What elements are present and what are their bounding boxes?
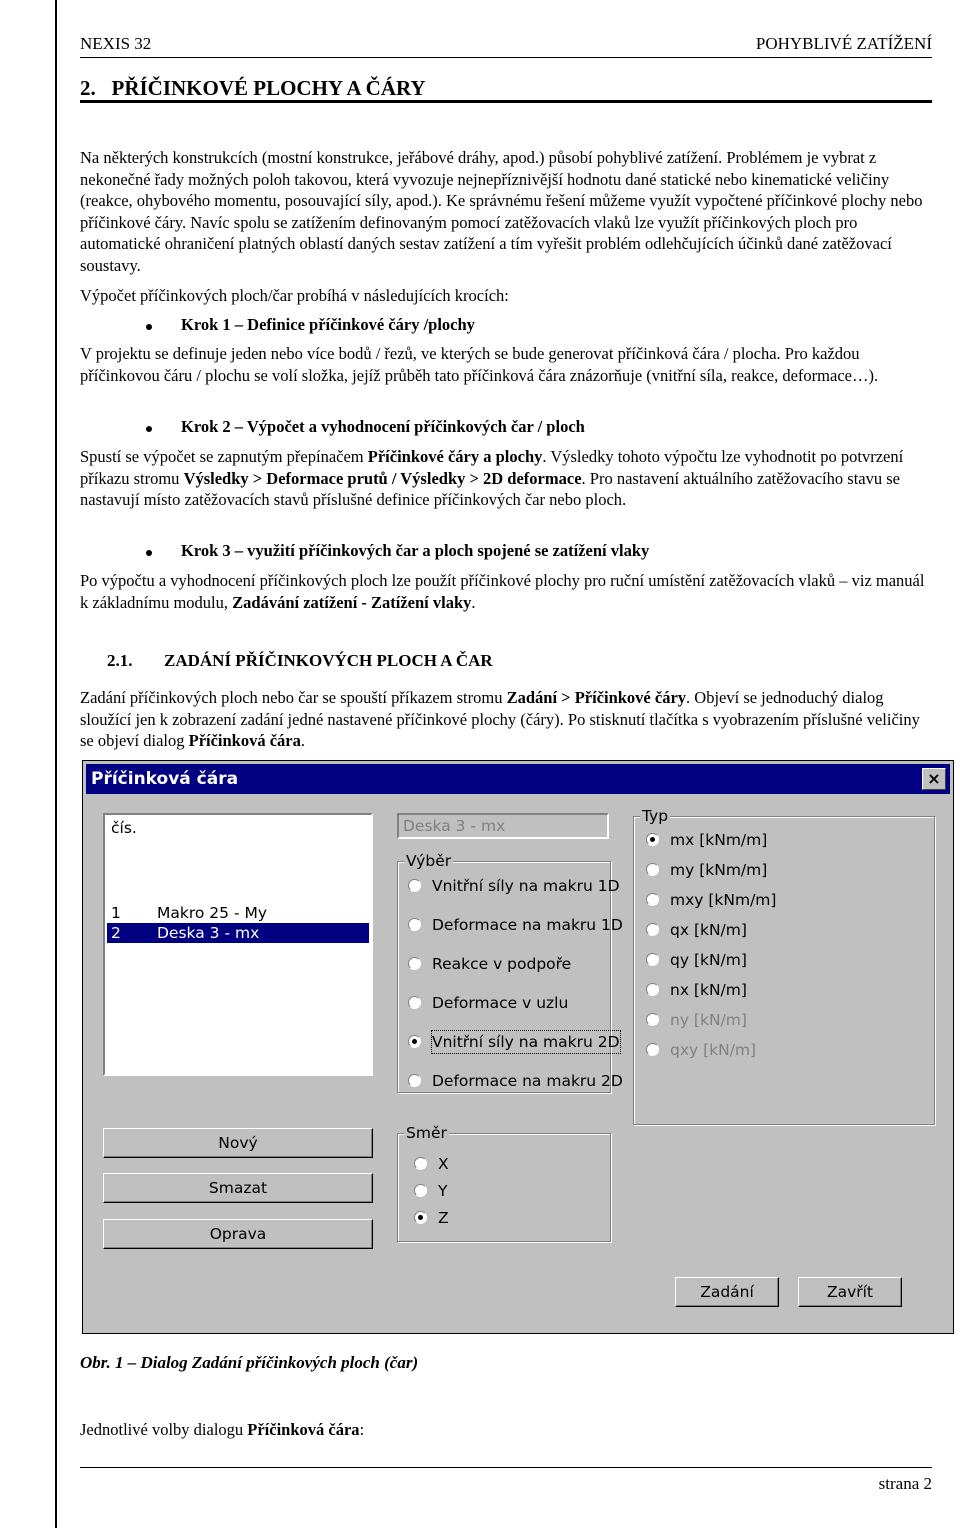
subsection-text: Zadání příčinkových ploch nebo čar se spouští příkazem stromu Zadání > Příčinkové čáry. Objeví se jednoduchý dialog sloužící jen k zobrazení zadání jedné nastavené příčinkové plochy (čáry). Po stisknutí tlačítka s vyobrazením příslušné veličiny se objeví dialog Příčinková čára. <box>80 688 920 750</box>
list-item-selected[interactable]: 2 Deska 3 - mx <box>107 923 369 943</box>
footer-rule <box>80 1467 932 1468</box>
bullet-dot <box>146 426 152 432</box>
left-margin-line <box>55 0 57 1528</box>
influence-line-dialog <box>82 760 954 1334</box>
page-number: strana 2 <box>878 1474 932 1493</box>
header-right: POHYBLIVÉ ZATÍŽENÍ <box>755 34 932 53</box>
bullet-dot <box>146 324 152 330</box>
list-header: čís. <box>111 819 137 837</box>
name-field[interactable]: Deska 3 - mx <box>397 813 609 839</box>
edit-button[interactable]: Oprava <box>103 1219 373 1249</box>
close-button[interactable]: Zavřít <box>798 1277 902 1307</box>
header-rule <box>80 57 932 58</box>
dialog-title-bar <box>86 764 950 794</box>
section-rule <box>80 100 932 103</box>
enter-button[interactable]: Zadání <box>675 1277 779 1307</box>
figure-caption: Obr. 1 – Dialog Zadání příčinkových ploch (čar) <box>80 1353 419 1372</box>
list-item[interactable]: 1 Makro 25 - My <box>111 904 268 922</box>
step-2-title: Krok 2 – Výpočet a vyhodnocení příčinkových čar / ploch <box>181 417 585 436</box>
new-button[interactable]: Nový <box>103 1128 373 1158</box>
delete-button[interactable]: Smazat <box>103 1173 373 1203</box>
header-left: NEXIS 32 <box>80 34 152 53</box>
step-3-text: Po výpočtu a vyhodnocení příčinkových ploch lze použít příčinkové plochy pro ruční umístění zatěžovacích vlaků – viz manuál k základnímu modulu, Zadávání zatížení - Zatížení vlaky. <box>80 571 925 612</box>
closing-line: Jednotlivé volby dialogu Příčinková čára: <box>80 1420 365 1439</box>
selection-group: Výběr Vnitřní síly na makru 1D Deformace na makru 1D Reakce v podpoře Deformace v uzlu Vnitřní síly na makru 2D Deformace na makru 2D <box>397 861 611 1093</box>
intro-paragraph: Na některých konstrukcích (mostní konstrukce, jeřábové dráhy, apod.) působí pohyblivé zatížení. Problémem je vybrat z nekonečné řady možných poloh takovou, která vyvozuje nejnepříznivější hodnotu dané statické nebo kinematické veličiny (reakce, ohybového momentu, posouvající síly, apod.). Ke správnému řešení můžeme využít vypočtené příčinkové plochy nebo příčinkové čáry. Navíc spolu se zatížením definovaným pomocí zatěžovacích vlaků lze využít příčinkových ploch pro automatické ohraničení platných oblastí daných sestav zatížení a tím vyřešit problém odlehčujících účinků dané zatěžovací soustavy. <box>80 148 923 275</box>
section-title: 2. PŘÍČINKOVÉ PLOCHY A ČÁRY <box>80 76 426 100</box>
selection-group-label: Výběr <box>406 852 452 870</box>
steps-intro: Výpočet příčinkových ploch/čar probíhá v následujících krocích: <box>80 286 509 305</box>
type-group-label: Typ <box>642 807 669 825</box>
type-group: Typ mx [kNm/m] my [kNm/m] mxy [kNm/m] qx [kN/m] qy [kN/m] nx [kN/m] ny [kN/m] qxy [kN/m] <box>633 816 935 1125</box>
step-1-text: V projektu se definuje jeden nebo více bodů / řezů, ve kterých se bude generovat příčinková čára / plocha. Pro každou příčinkovou čáru / plochu se volí složka, jejíž průběh tato příčinková čára znázorňuje (vnitřní síla, reakce, deformace…). <box>80 344 879 385</box>
direction-group: Směr X Y Z <box>397 1133 611 1242</box>
dialog-title: Příčinková čára <box>91 769 239 789</box>
influence-list[interactable] <box>103 813 373 1076</box>
step-2-text: Spustí se výpočet se zapnutým přepínačem Příčinkové čáry a plochy. Výsledky tohoto výpočtu lze vyhodnotit po potvrzení příkazu stromu Výsledky > Deformace prutů / Výsledky > 2D deformace. Pro nastavení aktuálního zatěžovacího stavu se nastavují místo zatěžovacích stavů příslušné definice příčinkových čar nebo ploch. <box>80 447 904 509</box>
close-icon[interactable]: × <box>922 768 946 790</box>
direction-group-label: Směr <box>406 1124 447 1142</box>
bullet-dot <box>146 550 152 556</box>
subsection-title: 2.1. ZADÁNÍ PŘÍČINKOVÝCH PLOCH A ČAR <box>107 651 493 670</box>
step-3-title: Krok 3 – využití příčinkových čar a ploch spojené se zatížení vlaky <box>181 541 650 560</box>
step-1-title: Krok 1 – Definice příčinkové čáry /plochy <box>181 315 475 334</box>
